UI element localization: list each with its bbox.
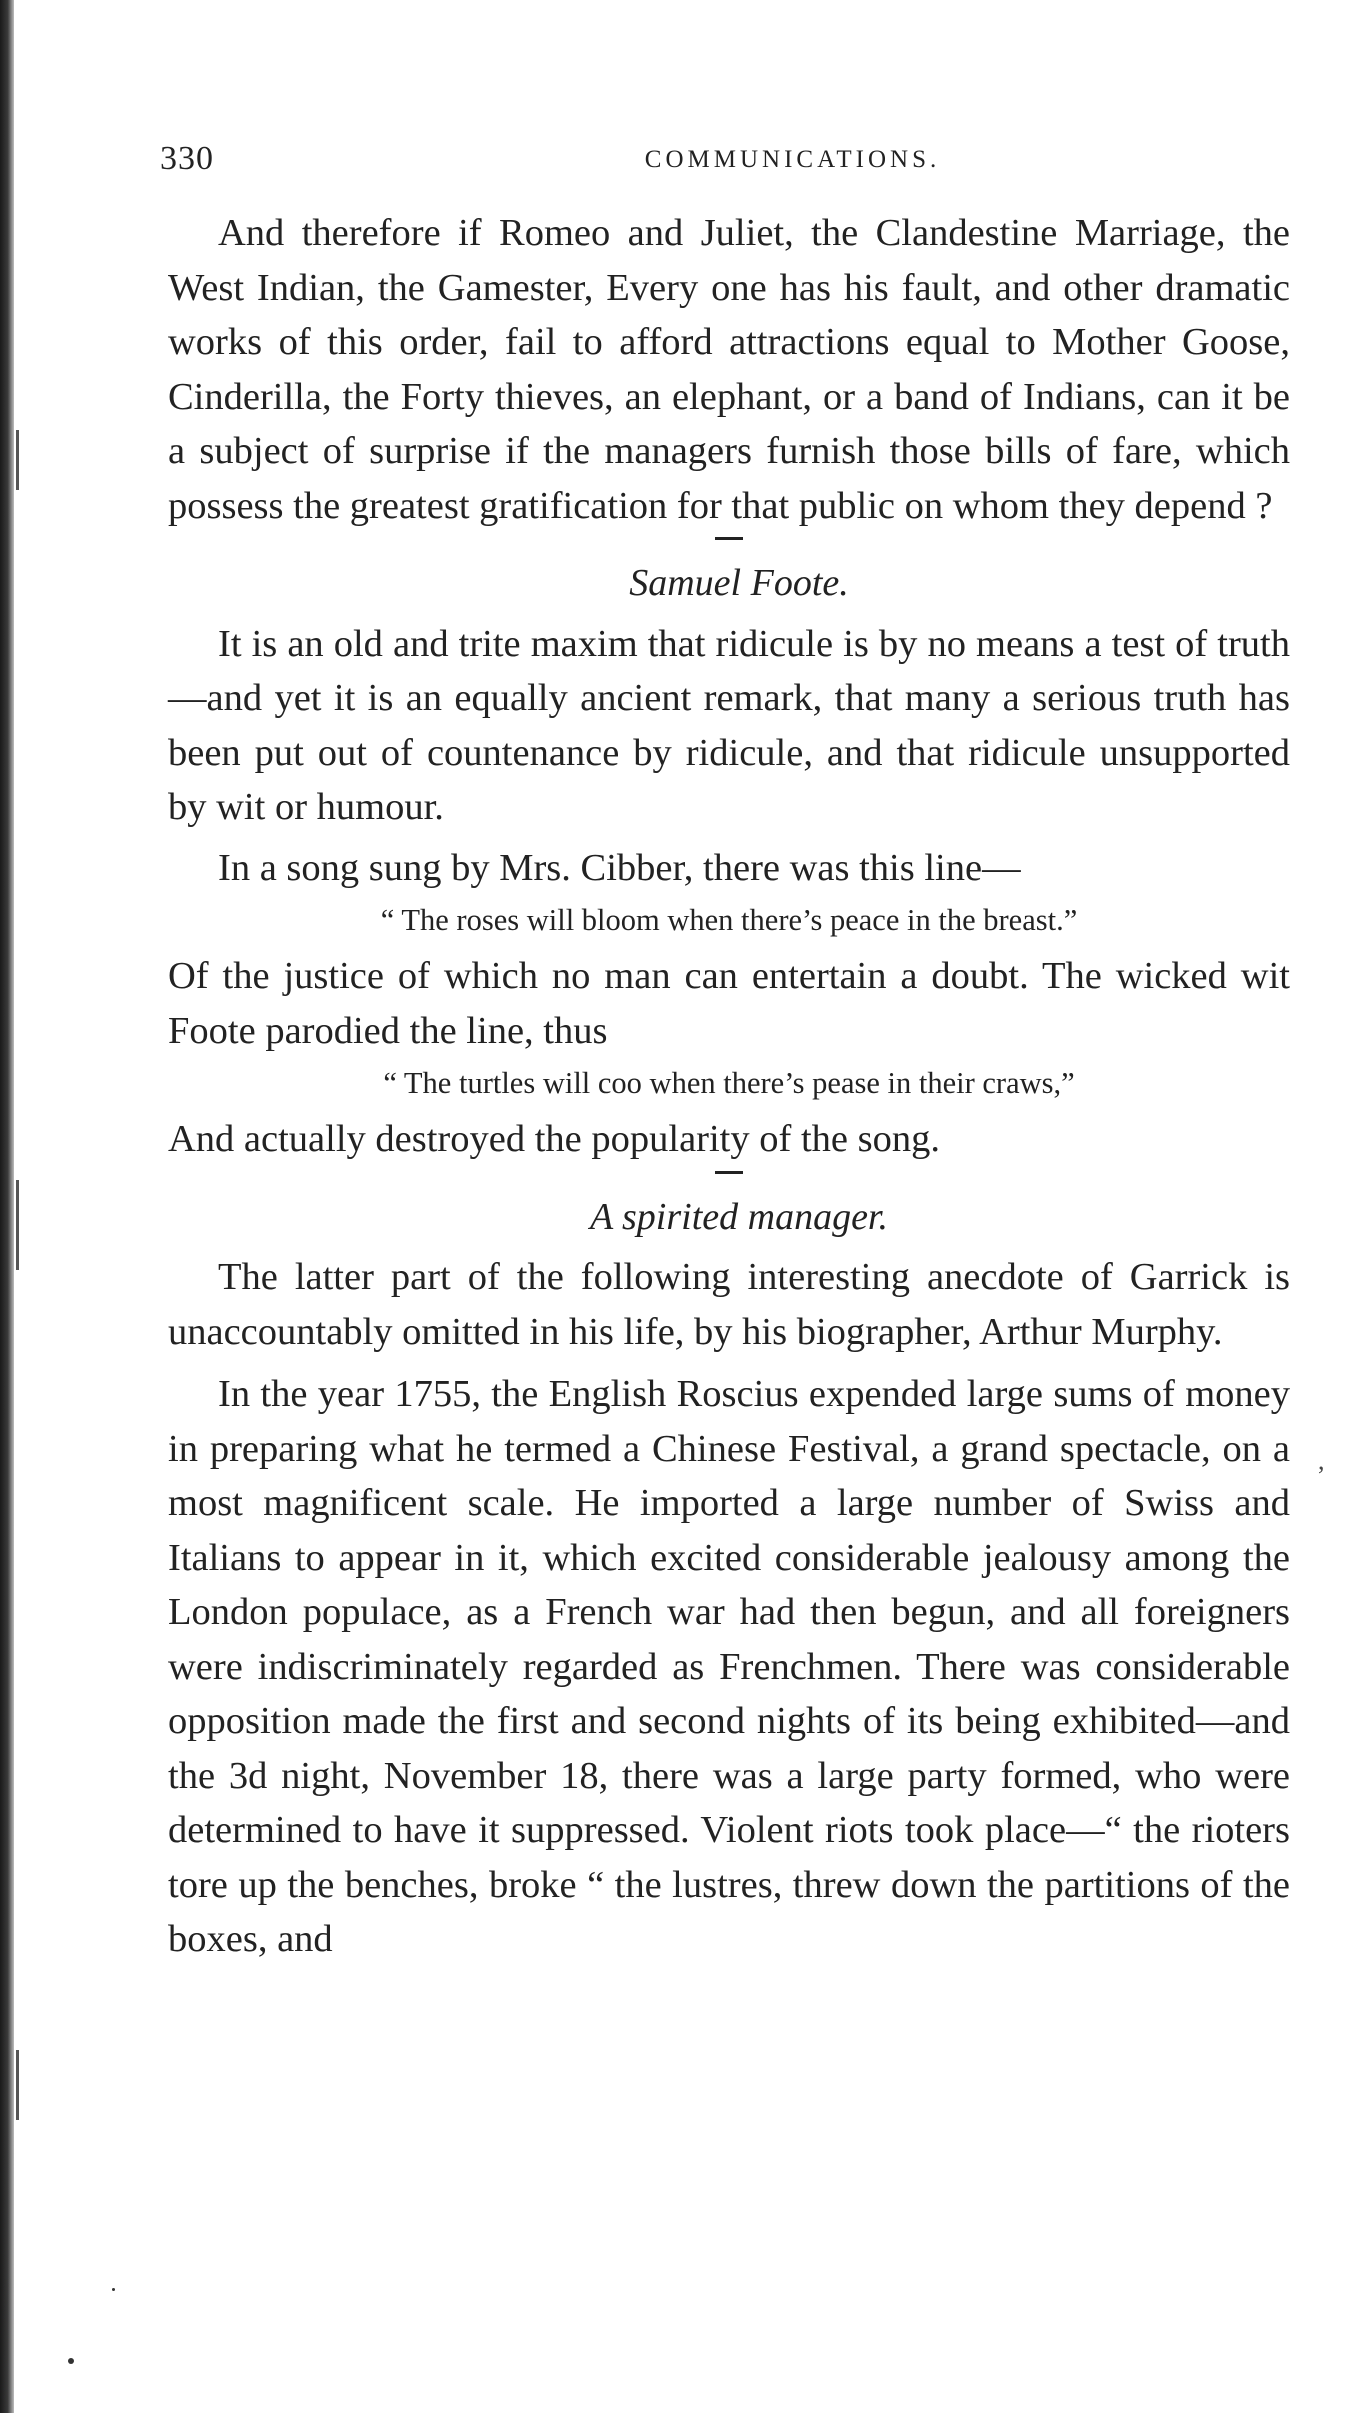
body-text [168,206,1290,1967]
quotation-roses: “ The roses will bloom when there’s peace in the breast.” [380,903,1078,937]
section-divider [715,1171,743,1174]
paragraph-manager-1: The latter part of the following interesting anecdote of Garrick is unaccountably omitted in his life, by his biographer, Arthur Murphy. [168,1256,1290,1353]
paragraph-foote-4: And actually destroyed the popularity of the song. [168,1118,940,1160]
paragraph-foote-3: Of the justice of which no man can entertain a doubt. The wicked wit Foote parodied the line, thus [168,955,1290,1052]
paragraph-opening: And therefore if Romeo and Juliet, the Clandestine Marriage, the West Indian, the Gamester, Every one has his fault, and other dramatic works of this order, fail to afford attractions equal to Mother Goose, Cinderilla, the Forty thieves, an elephant, or a band of Indians, can it be a subject of surprise if the managers furnish those bills of fare, which possess the greatest gratification for that public on whom they depend ? [168,212,1290,527]
running-head: COMMUNICATIONS. [644,146,941,173]
section-heading-samuel-foote: Samuel Foote. [629,562,849,604]
paragraph-foote-2: In a song sung by Mrs. Cibber, there was this line— [218,846,1021,889]
margin-annotation-mark: , [1318,1446,1325,1475]
page-header [160,140,1305,180]
section-divider [715,537,743,540]
quotation-turtles: “ The turtles will coo when there’s pease in their craws,” [383,1066,1075,1100]
paragraph-foote-1: It is an old and trite maxim that ridicule is by no means a test of truth—and yet it is an equally ancient remark, that many a serious truth has been put out of countenance by ridicule, and that ridicule unsupported by wit or humour. [168,622,1290,828]
paper-speck [112,2288,115,2291]
section-heading-spirited-manager: A spirited manager. [589,1195,889,1238]
page-number: 330 [160,140,214,177]
paragraph-manager-2: In the year 1755, the English Roscius expended large sums of money in preparing what he termed a Chinese Festival, a grand spectacle, on a most magnificent scale. He imported a large number of Swiss and Italians to appear in it, which excited considerable jealousy among the London populace, as a French war had then begun, and all foreigners were indiscriminately regarded as Frenchmen. There was considerable opposition made the first and second nights of its being exhibited—and the 3d night, November 18, there was a large party formed, who were determined to have it suppressed. Violent riots took place—“ the rioters tore up the benches, broke “ the lustres, threw down the partitions of the boxes, and [168,1373,1290,1960]
paper-speck [68,2358,74,2364]
